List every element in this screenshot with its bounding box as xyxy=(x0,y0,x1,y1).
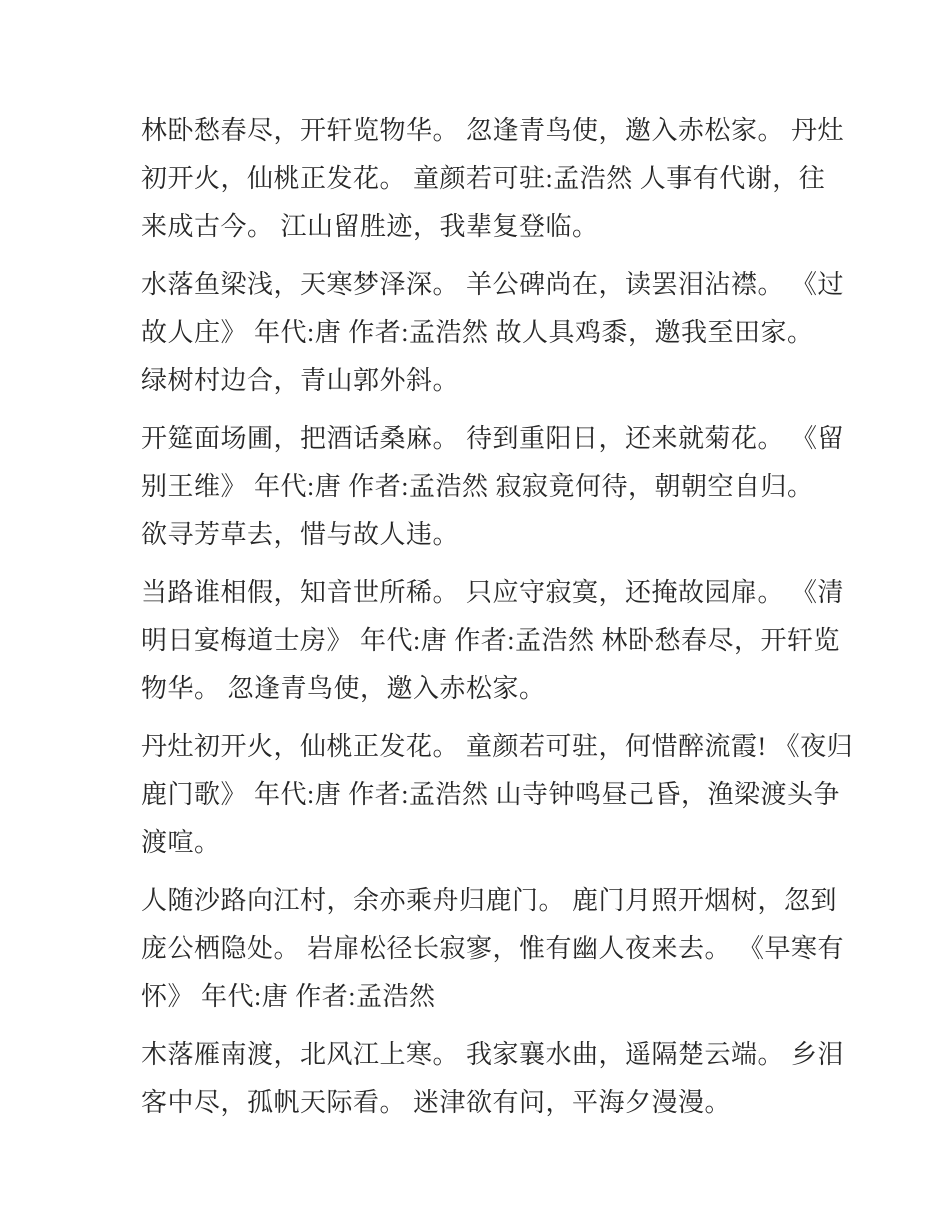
paragraph xyxy=(141,261,850,405)
text-line: 故人庄》 年代:唐 作者:孟浩然 故人具鸡黍，邀我至田家。 xyxy=(141,318,814,347)
text-line: 庞公栖隐处。 岩扉松径长寂寥，惟有幽人夜来去。 《早寒有 xyxy=(141,934,845,963)
paragraph xyxy=(141,415,850,559)
paragraph xyxy=(141,723,854,867)
text-line: 来成古今。 江山留胜迹，我辈复登临。 xyxy=(141,212,599,241)
paragraph xyxy=(141,107,850,251)
paragraph xyxy=(141,569,850,713)
paragraph xyxy=(141,1031,850,1127)
text-line: 绿树村边合，青山郭外斜。 xyxy=(141,366,460,395)
document-text xyxy=(141,107,854,1127)
text-line: 客中尽，孤帆天际看。 迷津欲有问，平海夕漫漫。 xyxy=(141,1088,732,1117)
text-line: 别王维》 年代:唐 作者:孟浩然 寂寂竟何待，朝朝空自归。 xyxy=(141,472,814,501)
text-line: 物华。 忽逢青鸟使，邀入赤松家。 xyxy=(141,674,546,703)
paragraph xyxy=(141,877,850,1021)
text-line: 人随沙路向江村，余亦乘舟归鹿门。 鹿门月照开烟树，忽到 xyxy=(141,886,838,915)
text-line: 欲寻芳草去，惜与故人违。 xyxy=(141,520,460,549)
text-line: 明日宴梅道士房》 年代:唐 作者:孟浩然 林卧愁春尽，开轩览 xyxy=(141,626,840,655)
text-line: 初开火，仙桃正发花。 童颜若可驻:孟浩然 人事有代谢，往 xyxy=(141,164,826,193)
text-line: 开筵面场圃，把酒话桑麻。 待到重阳日，还来就菊花。 《留 xyxy=(141,424,845,453)
text-line: 渡喧。 xyxy=(141,828,221,857)
text-line: 鹿门歌》 年代:唐 作者:孟浩然 山寺钟鸣昼己昏，渔梁渡头争 xyxy=(141,780,840,809)
text-line: 丹灶初开火，仙桃正发花。 童颜若可驻，何惜醉流霞! 《夜归 xyxy=(141,732,854,761)
text-line: 林卧愁春尽，开轩览物华。 忽逢青鸟使，邀入赤松家。 丹灶 xyxy=(141,116,845,145)
text-line: 当路谁相假，知音世所稀。 只应守寂寞，还掩故园扉。 《清 xyxy=(141,578,845,607)
text-line: 水落鱼梁浅，天寒梦泽深。 羊公碑尚在，读罢泪沾襟。 《过 xyxy=(141,270,845,299)
text-line: 怀》 年代:唐 作者:孟浩然 xyxy=(141,982,436,1011)
text-line: 木落雁南渡，北风江上寒。 我家襄水曲，遥隔楚云端。 乡泪 xyxy=(141,1040,845,1069)
